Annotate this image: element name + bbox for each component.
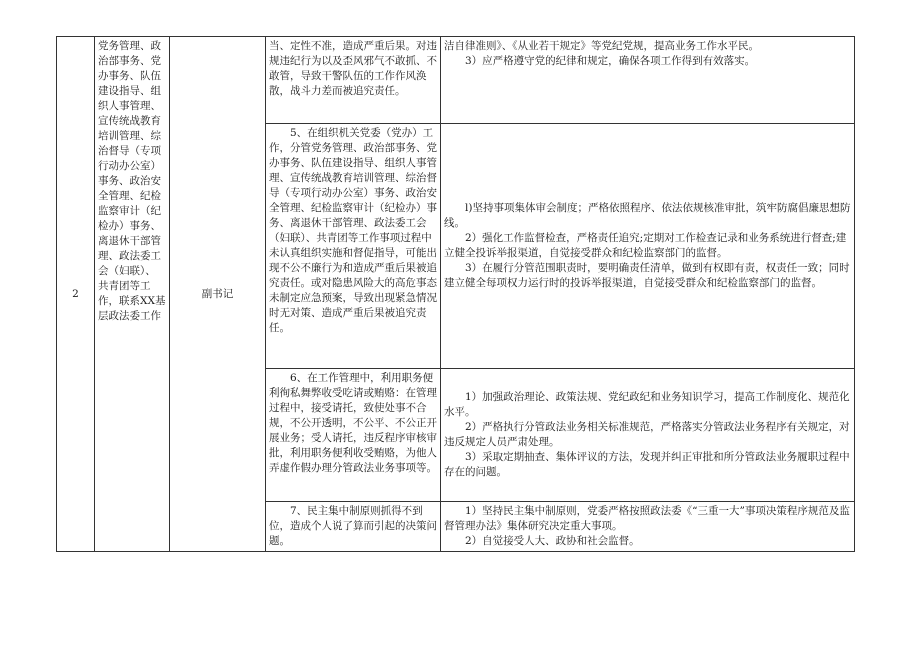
measure-item: 2）强化工作监督检查，严格责任追究;定期对工作检查记录和业务系统进行督查;建立健全投诉举报渠道，自觉接受群众和纪检监察部门的监督。 bbox=[444, 232, 847, 259]
risk-text: 当、定性不准，造成严重后果。对违规违纪行为以及歪风邪气不敢抓、不敢管，导致干警队伍的工作作风涣散，战斗力差而被追究责任。 bbox=[269, 40, 437, 97]
risk-table bbox=[56, 36, 855, 552]
prevention-measures-6 bbox=[441, 369, 855, 502]
measure-item: l)坚持事项集体审会制度；严格依照程序、依法依规核准审批，筑牢防腐倡廉思想防线。 bbox=[444, 202, 851, 229]
risk-point-6 bbox=[266, 369, 441, 502]
risk-point-4 bbox=[266, 37, 441, 124]
measure-item: 洁自律准则》、《从业若干规定》等党纪党规，提高业务工作水平民。 bbox=[444, 40, 759, 52]
risk-text: 6、在工作管理中，利用职务便利徇私舞弊收受吃请或贿赂：在管理过程中，接受请托，致使处事不合规，不公开透明，不公平、不公正开展业务；受人请托，违反程序审核审批，利用职务便利收受贿赂，为他人弄虚作假办理分管政法业务事项等。 bbox=[269, 372, 437, 474]
measure-item: 1）加强政治理论、政策法规、党纪政纪和业务知识学习，提高工作制度化、规范化水平。 bbox=[444, 391, 850, 418]
risk-text: 5、在组织机关党委（党办）工作，分管党务管理、政治部事务、党办事务、队伍建设指导、组织人事管理、宣传统战教育培训管理、综治督导（专项行动办公室）事务、政治安全管理、纪检监察审计（纪检办）事务、离退休干部管理、政法委工会（妇联）、共青团等工作事项过程中未认真组织实施和督促指导，可能出现不公不廉行为和造成严重后果被追究责任。或对隐患风险大的高危事态未制定应急预案，导致出现紧急情况时无对策、造成严重后果被追究责任。 bbox=[269, 127, 437, 334]
measure-item: 3）应严格遵守党的纪律和规定，确保各项工作得到有效落实。 bbox=[465, 55, 756, 67]
prevention-measures-7 bbox=[441, 502, 855, 552]
measure-item: 1）坚持民主集中制原则，党委严格按照政法委《“三重一大”事项决策程序规范及监督管理办法》集体研究决定重大事项。 bbox=[444, 505, 850, 532]
risk-point-5 bbox=[266, 124, 441, 369]
measure-item: 3）在履行分管范围职责时，要明确责任清单，做到有权即有责，权责任一致；同时建立健全每项权力运行时的投诉举报渠道，自觉接受群众和纪检监察部门的监督。 bbox=[444, 262, 850, 289]
measure-item: 2）自觉接受人大、政协和社会监督。 bbox=[465, 535, 640, 547]
responsibility-scope: 党务管理、政治部事务、党办事务、队伍建设指导、组织人事管理、宣传统战教育培训管理、综治督导（专项行动办公室）事务、政治安全管理、纪检监察审计（纪检办）事务、离退休干部管理、政法委工会（妇联）、共青团等工作，联系XX基层政法委工作 bbox=[95, 37, 170, 552]
risk-point-7 bbox=[266, 502, 441, 552]
risk-text: 7、民主集中制原则抓得不到位，造成个人说了算而引起的决策问题。 bbox=[269, 505, 437, 547]
prevention-measures-5 bbox=[441, 124, 855, 369]
prevention-measures-4 bbox=[441, 37, 855, 124]
measure-item: 2）严格执行分管政法业务相关标准规范，严格落实分管政法业务程序有关规定，对违反规定人员严肃处理。 bbox=[444, 421, 850, 448]
post-title: 副书记 bbox=[170, 37, 266, 552]
table-row bbox=[57, 37, 855, 124]
row-number: 2 bbox=[57, 37, 95, 552]
measure-item: 3）采取定期抽查、集体评议的方法，发现并纠正审批和所分管政法业务履职过程中存在的问题。 bbox=[444, 451, 850, 478]
